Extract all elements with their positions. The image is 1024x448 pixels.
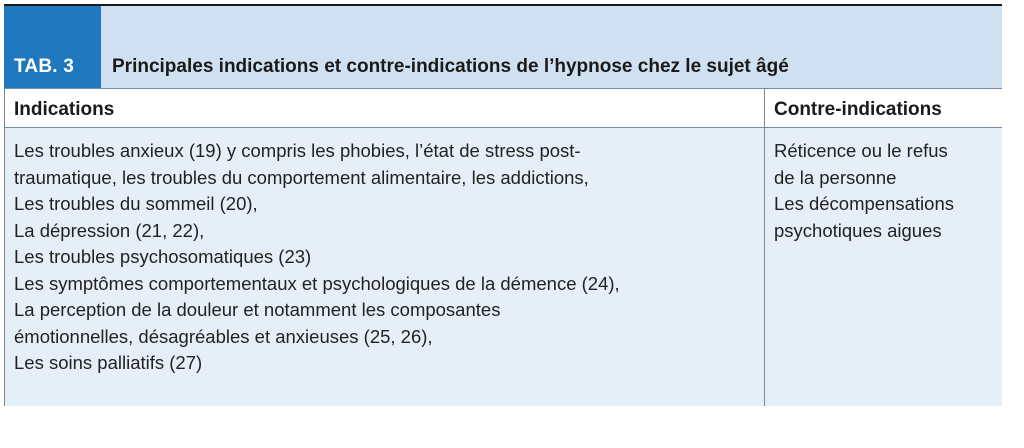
list-item: Les soins palliatifs (27) xyxy=(14,352,203,373)
list-item: Les décompensations psychotiques aigues xyxy=(774,193,954,241)
column-header-contre-indications: Contre-indications xyxy=(774,99,942,120)
list-item: La dépression (21, 22), xyxy=(14,219,205,241)
indications-table xyxy=(4,4,1002,406)
table-title-bar xyxy=(4,4,1002,88)
list-item: Les troubles psychosomatiques (23) xyxy=(14,246,312,267)
column-divider xyxy=(764,88,765,406)
list-item: Les symptômes comportementaux et psychologiques de la démence (24), xyxy=(14,272,620,294)
table-left-border xyxy=(4,88,5,406)
table-header-row xyxy=(4,88,1002,128)
list-item: Les troubles du sommeil (20), xyxy=(14,193,258,214)
column-header-indications: Indications xyxy=(14,99,115,120)
indications-list xyxy=(14,138,759,377)
table-body-row xyxy=(4,128,1002,406)
list-item: Réticence ou le refus de la personne xyxy=(774,140,948,188)
list-item: Les troubles anxieux (19) y compris les phobies, l’état de stress post- traumatique, les troubles du comportement alimentaire, les addictions, xyxy=(14,140,589,188)
contre-indications-list xyxy=(774,138,996,244)
table-title: Principales indications et contre-indications de l’hypnose chez le sujet âgé xyxy=(112,56,789,77)
table-number-label: TAB. 3 xyxy=(4,6,101,88)
list-item: La perception de la douleur et notamment les composantes émotionnelles, désagréables et anxieuses (25, 26), xyxy=(14,299,501,347)
